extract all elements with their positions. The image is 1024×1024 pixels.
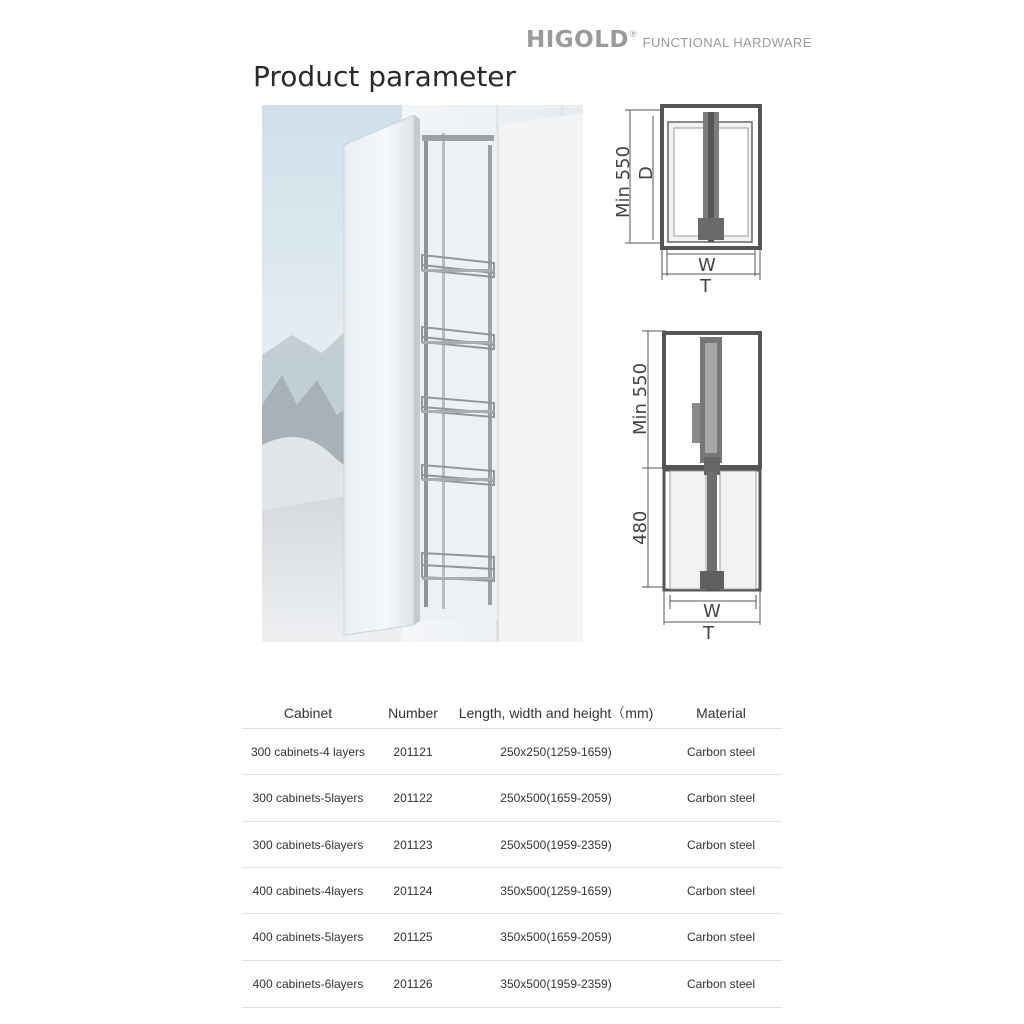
- cell-material: Carbon steel: [660, 961, 782, 1008]
- cell-size: 250x250(1259-1659): [452, 729, 660, 775]
- cell-number: 201121: [374, 729, 452, 775]
- registered-mark: ®: [630, 29, 637, 39]
- cell-number: 201123: [374, 822, 452, 868]
- parameter-table: [242, 698, 782, 1008]
- dimension-t-label: T: [703, 623, 714, 644]
- table-row: [242, 914, 782, 961]
- page-title: Product parameter: [253, 60, 517, 93]
- cell-cabinet: 300 cabinets-6layers: [242, 822, 374, 868]
- cell-size: 350x500(1659-2059): [452, 914, 660, 961]
- cell-cabinet: 400 cabinets-5layers: [242, 914, 374, 961]
- cell-size: 350x500(1959-2359): [452, 961, 660, 1008]
- cell-cabinet: 300 cabinets-5layers: [242, 775, 374, 822]
- table-header-row: [242, 698, 782, 729]
- cell-size: 350x500(1259-1659): [452, 868, 660, 914]
- header-number: Number: [374, 698, 452, 729]
- dimension-480-label: 480: [630, 510, 651, 545]
- front-view-diagram: [606, 325, 778, 645]
- table-row: [242, 729, 782, 775]
- table-row: [242, 961, 782, 1008]
- cell-material: Carbon steel: [660, 868, 782, 914]
- table-row: [242, 775, 782, 822]
- table-row: [242, 868, 782, 914]
- cell-number: 201125: [374, 914, 452, 961]
- cell-number: 201124: [374, 868, 452, 914]
- cell-material: Carbon steel: [660, 822, 782, 868]
- top-view-diagram: [606, 98, 778, 298]
- cell-material: Carbon steel: [660, 914, 782, 961]
- dimension-min-550-label: Min 550: [630, 362, 651, 435]
- cell-size: 250x500(1959-2359): [452, 822, 660, 868]
- dimension-min-550-label: Min 550: [613, 145, 634, 218]
- cell-cabinet: 400 cabinets-6layers: [242, 961, 374, 1008]
- brand-logo: HIGOLD: [526, 27, 629, 53]
- header-size: Length, width and height（mm): [452, 698, 660, 729]
- brand-tagline: FUNCTIONAL HARDWARE: [642, 35, 812, 50]
- cell-number: 201122: [374, 775, 452, 822]
- cell-material: Carbon steel: [660, 729, 782, 775]
- header-material: Material: [660, 698, 782, 729]
- cell-size: 250x500(1659-2059): [452, 775, 660, 822]
- cell-cabinet: 300 cabinets-4 layers: [242, 729, 374, 775]
- dimension-d-label: D: [636, 166, 657, 180]
- dimension-t-label: T: [700, 276, 711, 297]
- header-cabinet: Cabinet: [242, 698, 374, 729]
- dimension-w-label: W: [698, 255, 716, 276]
- cell-material: Carbon steel: [660, 775, 782, 822]
- product-photo: [262, 105, 583, 642]
- cell-cabinet: 400 cabinets-4layers: [242, 868, 374, 914]
- cell-number: 201126: [374, 961, 452, 1008]
- table-row: [242, 822, 782, 868]
- brand-header: [526, 27, 812, 53]
- dimension-w-label: W: [703, 601, 721, 622]
